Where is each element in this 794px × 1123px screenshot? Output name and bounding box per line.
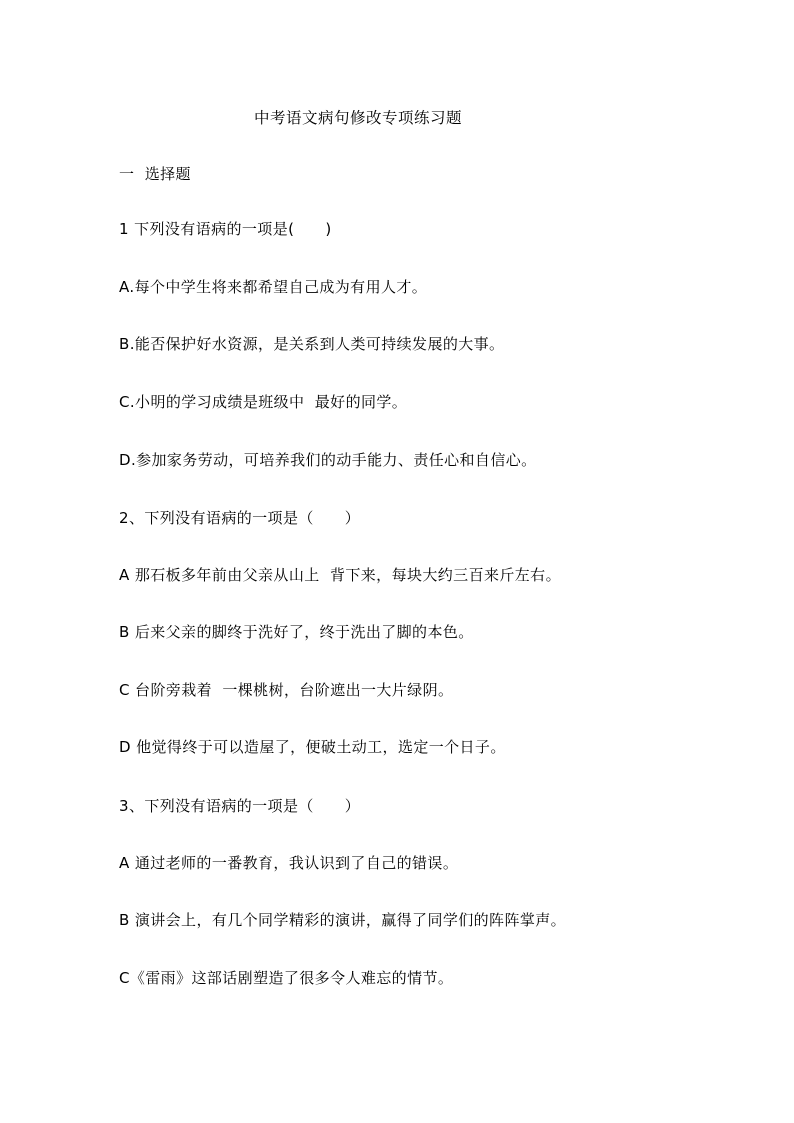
question-1-option-b: B.能否保护好水资源，是关系到人类可持续发展的大事。 (119, 335, 505, 353)
question-1-stem: 1 下列没有语病的一项是( ) (119, 220, 332, 238)
question-1-option-d: D.参加家务劳动，可培养我们的动手能力、责任心和自信心。 (119, 451, 537, 469)
question-2-option-c: C 台阶旁栽着 一棵桃树，台阶遮出一大片绿阴。 (119, 681, 454, 699)
question-1-option-c: C.小明的学习成绩是班级中 最好的同学。 (119, 393, 408, 411)
question-3-option-a: A 通过老师的一番教育，我认识到了自己的错误。 (119, 854, 459, 872)
question-3-option-c: C《雷雨》这部话剧塑造了很多令人难忘的情节。 (119, 969, 454, 987)
question-3-option-b: B 演讲会上，有几个同学精彩的演讲，赢得了同学们的阵阵掌声。 (119, 911, 567, 929)
question-2-option-d: D 他觉得终于可以造屋了，便破土动工，选定一个日子。 (119, 738, 506, 756)
question-3-stem: 3、下列没有语病的一项是（ ） (119, 797, 361, 815)
question-2-stem: 2、下列没有语病的一项是（ ） (119, 509, 361, 527)
question-2-option-b: B 后来父亲的脚终于洗好了，终于洗出了脚的本色。 (119, 623, 474, 641)
page-title: 中考语文病句修改专项练习题 (253, 109, 462, 127)
question-2-option-a: A 那石板多年前由父亲从山上 背下来，每块大约三百来斤左右。 (119, 566, 561, 584)
section-heading: 一 选择题 (119, 165, 191, 183)
question-1-option-a: A.每个中学生将来都希望自己成为有用人才。 (119, 278, 428, 296)
